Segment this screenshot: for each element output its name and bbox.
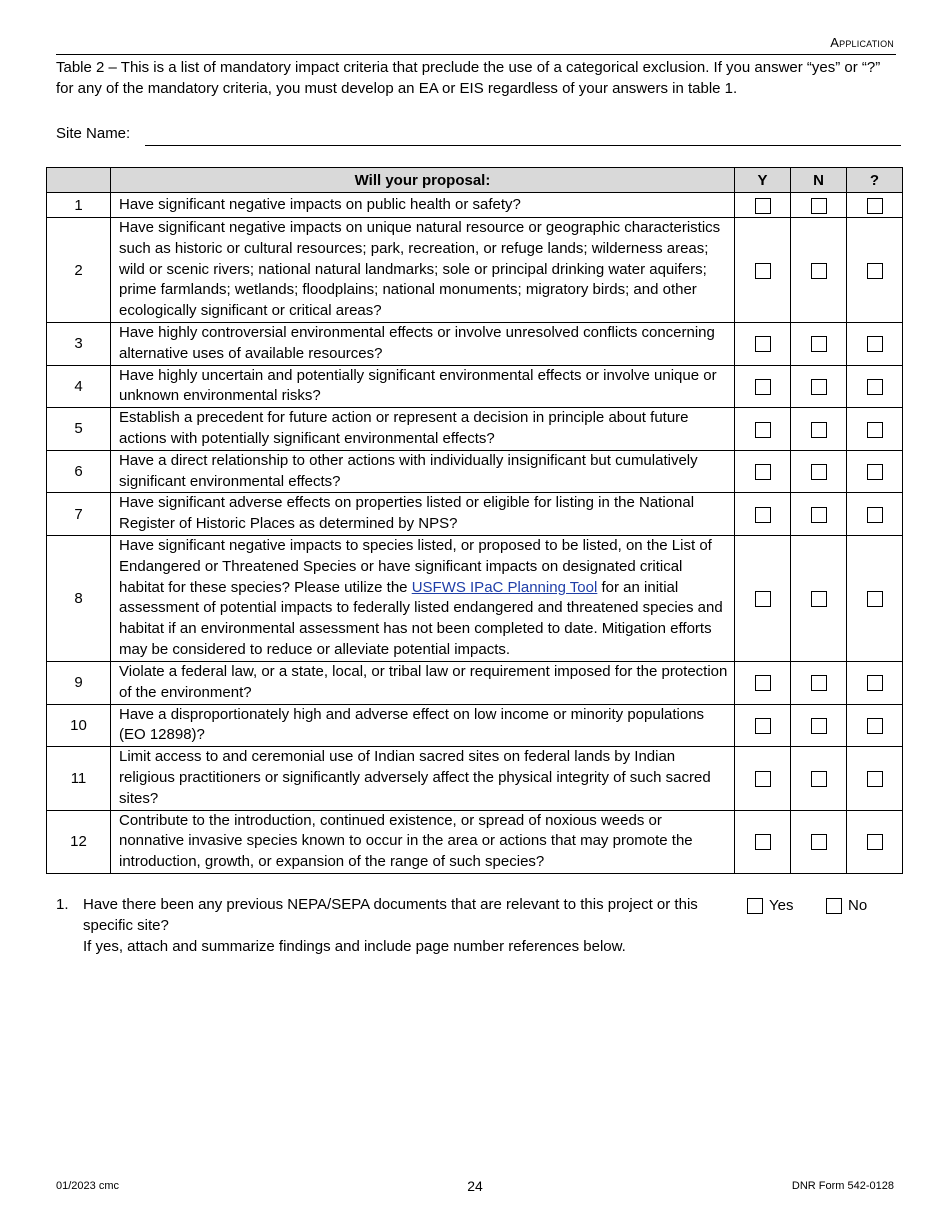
unsure-checkbox[interactable] [867,336,883,352]
unsure-checkbox[interactable] [867,507,883,523]
header-rule [56,54,896,55]
row-number: 11 [47,747,111,810]
table-row [47,810,903,873]
table-row [47,493,903,536]
answer-cell-no [791,193,847,218]
yes-checkbox[interactable] [755,591,771,607]
answer-cell-yes [735,493,791,536]
answer-cell-unsure [847,747,903,810]
site-name-label: Site Name: [56,125,131,142]
answer-cell-unsure [847,535,903,661]
row-number: 5 [47,408,111,451]
site-name-field[interactable] [145,145,901,146]
row-question: Contribute to the introduction, continued existence, or spread of noxious weeds or nonnative invasive species known to occur in the area or actions that may promote the introduction, growth, or expansion of the range of such species? [111,810,735,873]
table-row [47,747,903,810]
question-number: 1. [56,896,69,913]
no-checkbox[interactable] [811,507,827,523]
answer-cell-unsure [847,704,903,747]
yes-checkbox[interactable] [747,898,763,914]
table-row [47,323,903,366]
row-number: 7 [47,493,111,536]
answer-cell-no [791,810,847,873]
row-question: Have significant negative impacts on public health or safety? [111,193,735,218]
yes-checkbox[interactable] [755,507,771,523]
answer-cell-yes [735,365,791,408]
no-option[interactable] [826,895,867,916]
answer-cell-yes [735,747,791,810]
table-row [47,661,903,704]
row-question: Have significant adverse effects on properties listed or eligible for listing in the National Register of Historic Places as determined by NPS? [111,493,735,536]
row-question [111,535,735,661]
yes-option[interactable] [747,895,793,916]
answer-cell-no [791,408,847,451]
yes-checkbox[interactable] [755,422,771,438]
table-row [47,535,903,661]
table-row [47,365,903,408]
row-question: Violate a federal law, or a state, local, or tribal law or requirement imposed for the protection of the environment? [111,661,735,704]
answer-cell-no [791,493,847,536]
row-number: 9 [47,661,111,704]
header-number [47,168,111,193]
answer-cell-yes [735,193,791,218]
unsure-checkbox[interactable] [867,379,883,395]
answer-cell-yes [735,323,791,366]
table-row [47,193,903,218]
row-question: Have a direct relationship to other actions with individually insignificant but cumulatively significant environmental effects? [111,450,735,493]
answer-cell-no [791,704,847,747]
question-text-before-link: Have significant negative impacts to species listed, or proposed to be listed, on the List of Endangered or Threatened Species or have significant impacts on designated critical habitat for these species? Please utilize the [119,537,712,596]
table-row [47,450,903,493]
no-checkbox[interactable] [811,263,827,279]
page-number: 24 [467,1178,483,1194]
answer-cell-yes [735,218,791,323]
answer-cell-unsure [847,323,903,366]
no-checkbox[interactable] [826,898,842,914]
answer-cell-unsure [847,218,903,323]
footer-date: 01/2023 cmc [56,1180,119,1192]
answer-cell-no [791,323,847,366]
answer-cell-yes [735,450,791,493]
no-checkbox[interactable] [811,834,827,850]
row-question: Limit access to and ceremonial use of Indian sacred sites on federal lands by Indian religious practitioners or significantly adversely affect the physical integrity of such sacred sites? [111,747,735,810]
answer-cell-unsure [847,365,903,408]
no-label: No [848,897,868,914]
row-number: 10 [47,704,111,747]
table-row [47,704,903,747]
question-instruction: If yes, attach and summarize findings and include page number references below. [83,938,626,955]
unsure-checkbox[interactable] [867,591,883,607]
intro-text: Table 2 – This is a list of mandatory impact criteria that preclude the use of a categorical exclusion. If you answer “yes” or “?” for any of the mandatory criteria, you must develop an EA or EIS regardless of your answers in table 1. [56,59,881,97]
answer-cell-yes [735,661,791,704]
yes-checkbox[interactable] [755,718,771,734]
header-question: Will your proposal: [111,168,735,193]
row-number: 8 [47,535,111,661]
yes-checkbox[interactable] [755,834,771,850]
row-question: Have significant negative impacts on unique natural resource or geographic characteristics such as historic or cultural resources; park, recreation, or refuge lands; wilderness areas; wild or scenic rivers; national natural landmarks; sole or principal drinking water aquifers; prime farmlands; wetlands; floodplains; national monuments; migratory birds; and other ecologically significant or critical areas? [111,218,735,323]
answer-cell-yes [735,704,791,747]
row-number: 3 [47,323,111,366]
answer-cell-unsure [847,810,903,873]
yes-checkbox[interactable] [755,336,771,352]
table-row [47,408,903,451]
answer-cell-unsure [847,193,903,218]
row-number: 6 [47,450,111,493]
answer-cell-no [791,535,847,661]
row-question: Have a disproportionately high and adverse effect on low income or minority populations (EO 12898)? [111,704,735,747]
row-number: 12 [47,810,111,873]
table-header-row [47,168,903,193]
yes-label: Yes [769,897,794,914]
no-checkbox[interactable] [811,198,827,214]
no-checkbox[interactable] [811,771,827,787]
header-yes: Y [735,168,791,193]
header-unsure: ? [847,168,903,193]
ipac-planning-tool-link[interactable]: USFWS IPaC Planning Tool [411,578,598,596]
yes-checkbox[interactable] [755,464,771,480]
yes-checkbox[interactable] [755,263,771,279]
mandatory-criteria-table [46,167,903,874]
unsure-checkbox[interactable] [867,198,883,214]
answer-cell-unsure [847,450,903,493]
answer-cell-unsure [847,661,903,704]
row-question: Have highly uncertain and potentially significant environmental effects or involve unique or unknown environmental risks? [111,365,735,408]
yes-checkbox[interactable] [755,198,771,214]
header-no: N [791,168,847,193]
question-text: Have there been any previous NEPA/SEPA documents that are relevant to this project or this specific site? [83,896,698,934]
unsure-checkbox[interactable] [867,834,883,850]
yes-checkbox[interactable] [755,771,771,787]
no-checkbox[interactable] [811,718,827,734]
no-checkbox[interactable] [811,422,827,438]
form-number: DNR Form 542-0128 [791,1180,894,1192]
row-number: 4 [47,365,111,408]
unsure-checkbox[interactable] [867,422,883,438]
no-checkbox[interactable] [811,464,827,480]
answer-cell-yes [735,810,791,873]
row-number: 1 [47,193,111,218]
answer-cell-no [791,747,847,810]
yes-checkbox[interactable] [755,379,771,395]
no-checkbox[interactable] [811,379,827,395]
unsure-checkbox[interactable] [867,464,883,480]
row-question: Establish a precedent for future action or represent a decision in principle about future actions with potentially significant environmental effects? [111,408,735,451]
yes-checkbox[interactable] [755,675,771,691]
unsure-checkbox[interactable] [867,771,883,787]
unsure-checkbox[interactable] [867,263,883,279]
unsure-checkbox[interactable] [867,718,883,734]
unsure-checkbox[interactable] [867,675,883,691]
row-number: 2 [47,218,111,323]
answer-cell-no [791,218,847,323]
answer-cell-yes [735,408,791,451]
section-label: Application [830,35,894,50]
no-checkbox[interactable] [811,591,827,607]
answer-cell-yes [735,535,791,661]
table-row [47,218,903,323]
answer-cell-unsure [847,408,903,451]
answer-cell-no [791,365,847,408]
answer-cell-no [791,661,847,704]
no-checkbox[interactable] [811,675,827,691]
answer-cell-unsure [847,493,903,536]
question-text-after-link: for an initial assessment of potential impacts to federally listed endangered and threatened species and habitat if an environmental assessment has not been completed to date. Mitigation efforts may be considered to reduce or alleviate potential impacts. [119,578,723,659]
no-checkbox[interactable] [811,336,827,352]
answer-cell-no [791,450,847,493]
row-question: Have highly controversial environmental effects or involve unresolved conflicts concerning alternative uses of available resources? [111,323,735,366]
